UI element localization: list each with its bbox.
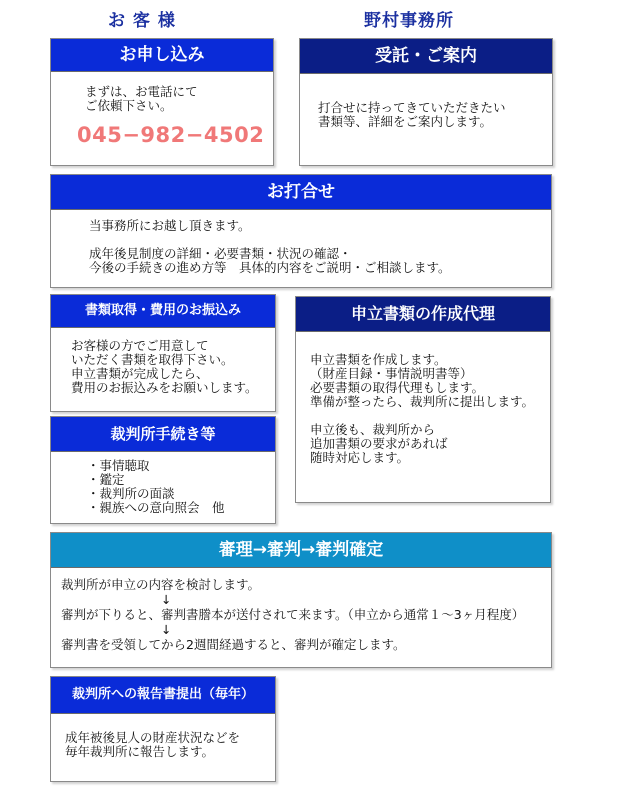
text-line: 書類等、詳細をご案内します。 — [318, 114, 493, 129]
text-line: 準備が整ったら、裁判所に提出します。 — [310, 394, 535, 409]
application-box — [50, 38, 274, 166]
text-line: 申立書類が完成したら、 — [71, 366, 209, 381]
arrow-line: ↓ — [61, 592, 172, 607]
text-line: ご依頼下さい。 — [85, 98, 173, 113]
text-line: ・鑑定 — [87, 472, 125, 487]
office-heading: 野村事務所 — [364, 11, 454, 31]
meeting-box — [50, 174, 552, 288]
hearing-text — [61, 577, 524, 652]
text-line: 追加書類の要求があれば — [310, 436, 448, 451]
commission-title: 受託・ご案内 — [300, 39, 552, 74]
petition-text — [310, 353, 534, 465]
text-line: 成年後見制度の詳細・必要書類・状況の確認・ — [89, 246, 352, 261]
petition-title: 申立書類の作成代理 — [296, 297, 550, 332]
report-box — [50, 676, 276, 782]
text-line: 申立書類を作成します。 — [310, 352, 447, 367]
court-procedure-text — [87, 459, 225, 515]
hearing-title: 審理→審判→審判確定 — [51, 533, 551, 568]
arrow-line: ↓ — [61, 622, 172, 637]
text-line: 成年被後見人の財産状況などを — [65, 730, 241, 745]
petition-box — [295, 296, 551, 503]
application-text — [85, 85, 198, 113]
documents-title: 書類取得・費用のお振込み — [51, 295, 275, 328]
text-line: いただく書類を取得下さい。 — [71, 352, 234, 367]
meeting-text — [89, 219, 451, 275]
court-procedure-title: 裁判所手続き等 — [51, 417, 275, 452]
court-procedure-box — [50, 416, 276, 524]
commission-box — [299, 38, 553, 166]
commission-text — [318, 101, 506, 129]
report-text — [65, 731, 240, 759]
text-line: （財産目録・事情説明書等） — [310, 366, 473, 381]
hearing-box — [50, 532, 552, 668]
text-line: 当事務所にお越し頂きます。 — [89, 218, 251, 233]
text-line: 随時対応します。 — [310, 450, 410, 465]
phone-number: 045−982−4502 — [77, 123, 265, 147]
text-line: 打合せに持ってきていただきたい — [318, 100, 506, 115]
text-line: 申立後も、裁判所から — [310, 422, 436, 437]
text-line: まずは、お電話にて — [85, 84, 198, 99]
text-line: 今後の手続きの進め方等 具体的内容をご説明・ご相談します。 — [89, 260, 451, 275]
documents-box — [50, 294, 276, 412]
text-line: 審判書を受領してから2週間経過すると、審判が確定します。 — [61, 637, 406, 652]
text-line: ・事情聴取 — [87, 458, 150, 473]
documents-text — [71, 339, 258, 395]
text-line: 費用のお振込みをお願いします。 — [71, 380, 258, 395]
meeting-title: お打合せ — [51, 175, 551, 210]
text-line: ・親族への意向照会 他 — [87, 500, 225, 515]
text-line: お客様の方でご用意して — [71, 338, 209, 353]
text-line: 必要書類の取得代理もします。 — [310, 380, 485, 395]
text-line: 毎年裁判所に報告します。 — [65, 744, 215, 759]
report-title: 裁判所への報告書提出（毎年） — [51, 677, 275, 714]
text-line: 審判が下りると、審判書謄本が送付されて来ます。（申立から通常１～3ヶ月程度） — [61, 607, 525, 622]
application-title: お申し込み — [51, 39, 273, 72]
text-line: ・裁判所の面談 — [87, 486, 175, 501]
customer-heading: お 客 様 — [108, 11, 176, 31]
text-line: 裁判所が申立の内容を検討します。 — [61, 577, 261, 592]
